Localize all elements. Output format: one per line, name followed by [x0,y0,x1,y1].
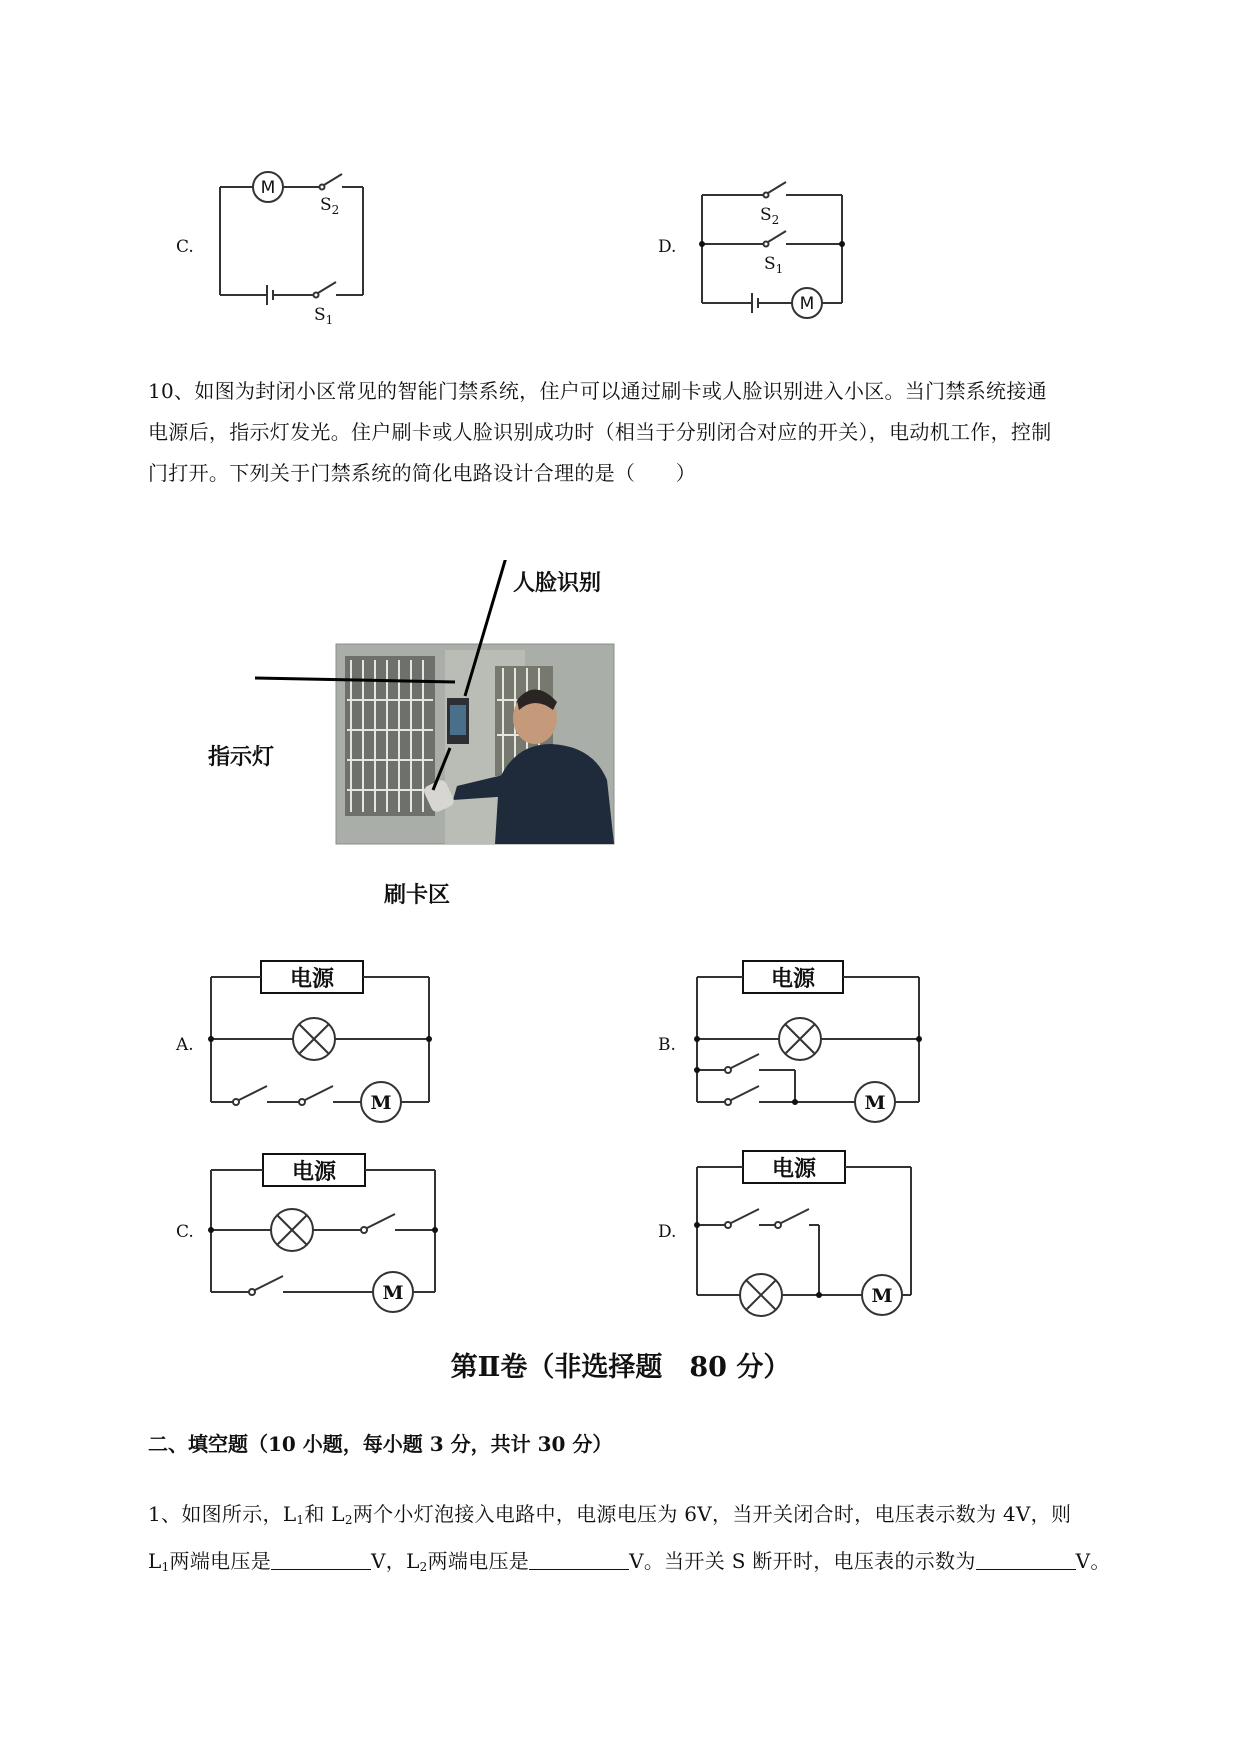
svg-text:S1: $S_1$ [764,254,784,276]
svg-text:M: M [382,1282,404,1304]
svg-text:M: M [864,1092,886,1114]
svg-text:电源: 电源 [770,967,816,992]
q10-option-c-label[interactable]: C. [176,1222,194,1242]
svg-text:S2: $S_2$ [760,205,780,227]
fill-q1-line2: $L_1$两端电压是 V，$L_2$两端电压是 V。当开关 S 断开时，电压表的示数为 V。 [148,1549,1111,1574]
q10-circuit-c [205,1148,450,1318]
part2-title: 第Ⅱ卷（非选择题 80 分） [450,1352,791,1383]
fill-q1-line1: 1、如图所示，$L_1$和 $L_2$两个小灯泡接入电路中，电源电压为 6V，当开关闭合时，电压表示数为 4V，则 [148,1502,1072,1527]
svg-text:电源: 电源 [289,967,335,992]
q10-question-text: 10、如图为封闭小区常见的智能门禁系统，住户可以通过刷卡或人脸识别进入小区。当门禁系统接通 电源后，指示灯发光。住户刷卡或人脸识别成功时（相当于分别闭合对应的开关），电动机工作，控制 门打开。下列关于门禁系统的简化电路设计合理的是（ ） [148,379,1052,485]
q9-option-c-label[interactable]: C. [176,237,194,257]
q10-option-a-label[interactable]: A. [176,1035,194,1055]
q10-circuit-b [685,955,930,1130]
svg-text:M: M [871,1285,893,1307]
svg-text:电源: 电源 [771,1157,817,1182]
q10-option-b-label[interactable]: B. [658,1035,676,1055]
fill-q1-text [148,1494,1158,1588]
label-card-area: 刷卡区 [384,883,451,908]
q9d-motor-symbol: M [799,294,815,314]
q9c-motor-symbol: M [260,178,276,198]
answer-blank-2[interactable] [529,1549,629,1570]
label-indicator-light: 指示灯 [208,745,275,770]
answer-blank-1[interactable] [271,1549,371,1570]
svg-text:M: M [370,1092,392,1114]
q9-circuit-d [690,170,870,330]
q9-circuit-c [210,160,380,330]
q10-option-d-label[interactable]: D. [658,1222,677,1242]
label-face-recognition: 人脸识别 [513,571,602,596]
answer-blank-3[interactable] [976,1549,1076,1570]
q10-circuit-a [205,955,445,1130]
section-fill-in-heading: 二、填空题（10 小题，每小题 3 分，共计 30 分） [148,1432,613,1456]
svg-text:S1: $S_1$ [314,305,334,327]
svg-text:S2: $S_2$ [320,195,340,217]
q10-circuit-d [685,1145,930,1320]
q9-option-d-label[interactable]: D. [658,237,677,257]
svg-text:电源: 电源 [291,1160,337,1185]
